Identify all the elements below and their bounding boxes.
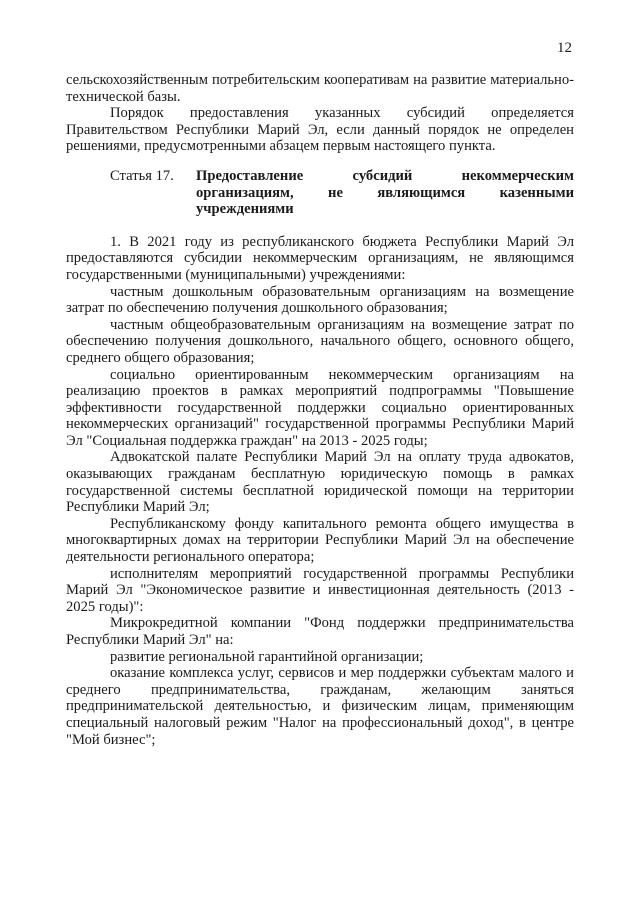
paragraph-microcredit: Микрокредитной компании "Фонд поддержки предпринимательства Республики Марий Эл" на: <box>66 615 574 648</box>
paragraph-item-1: 1. В 2021 году из республиканского бюджета Республики Марий Эл предоставляются субсидии некоммерческим организациям, не являющимся государственными (муниципальными) учреждениями: <box>66 233 574 283</box>
paragraph-guarantee-org: развитие региональной гарантийной организации; <box>110 648 424 665</box>
page-number: 12 <box>557 40 572 56</box>
article-title: Предоставление субсидий некоммерческим организациям, не являющимся казенными учреждениями <box>196 167 574 218</box>
paragraph-general-education: частным общеобразовательным организациям на возмещение затрат по обеспечению получения дошкольного, начального общего, основного общего, среднего общего образования; <box>66 316 574 366</box>
document-body <box>66 72 574 748</box>
paragraph-preschool: частным дошкольным образовательным организациям на возмещение затрат по обеспечению получения дошкольного образования; <box>66 283 574 317</box>
paragraph-repair-fund: Республиканскому фонду капитального ремонта общего имущества в многоквартирных домах на территории Республики Марий Эл на обеспечение деятельности регионального оператора; <box>66 515 574 566</box>
paragraph-social-ngo: социально ориентированным некоммерческим организациям на реализацию проектов в рамках мероприятий подпрограммы "Повышение эффективности государственной поддержки социально ориентированных некоммерческих организаций" государственной программы Республики Марий Эл "Социальная поддержка граждан" на 2013 - 2025 годы; <box>66 366 574 449</box>
paragraph-program-executors: исполнителям мероприятий государственной программы Республики Марий Эл "Экономическое развитие и инвестиционная деятельность (2013 - 2025 годы)": <box>66 565 574 615</box>
article-heading <box>66 168 574 218</box>
paragraph-bar-chamber: Адвокатской палате Республики Марий Эл на оплату труда адвокатов, оказывающих гражданам бесплатную юридическую помощь в рамках государственной системы бесплатной юридической помощи на территории Республики Марий Эл; <box>66 449 574 516</box>
paragraph-intro-procedure: Порядок предоставления указанных субсидий определяется Правительством Республики Марий Эл, если данный порядок не определен решениями, предусмотренными абзацем первым настоящего пункта. <box>66 105 574 155</box>
article-number: Статья 17. <box>110 167 174 184</box>
paragraph-my-business: оказание комплекса услуг, сервисов и мер поддержки субъектам малого и среднего предпринимательства, гражданам, желающим заняться предпринимательской деятельностью, и физическим лицам, применяющим специальный налоговый режим "Налог на профессиональный доход", в центре "Мой бизнес"; <box>66 665 574 748</box>
paragraph-intro-continuation: сельскохозяйственным потребительским кооперативам на развитие материально-технической базы. <box>66 72 574 105</box>
